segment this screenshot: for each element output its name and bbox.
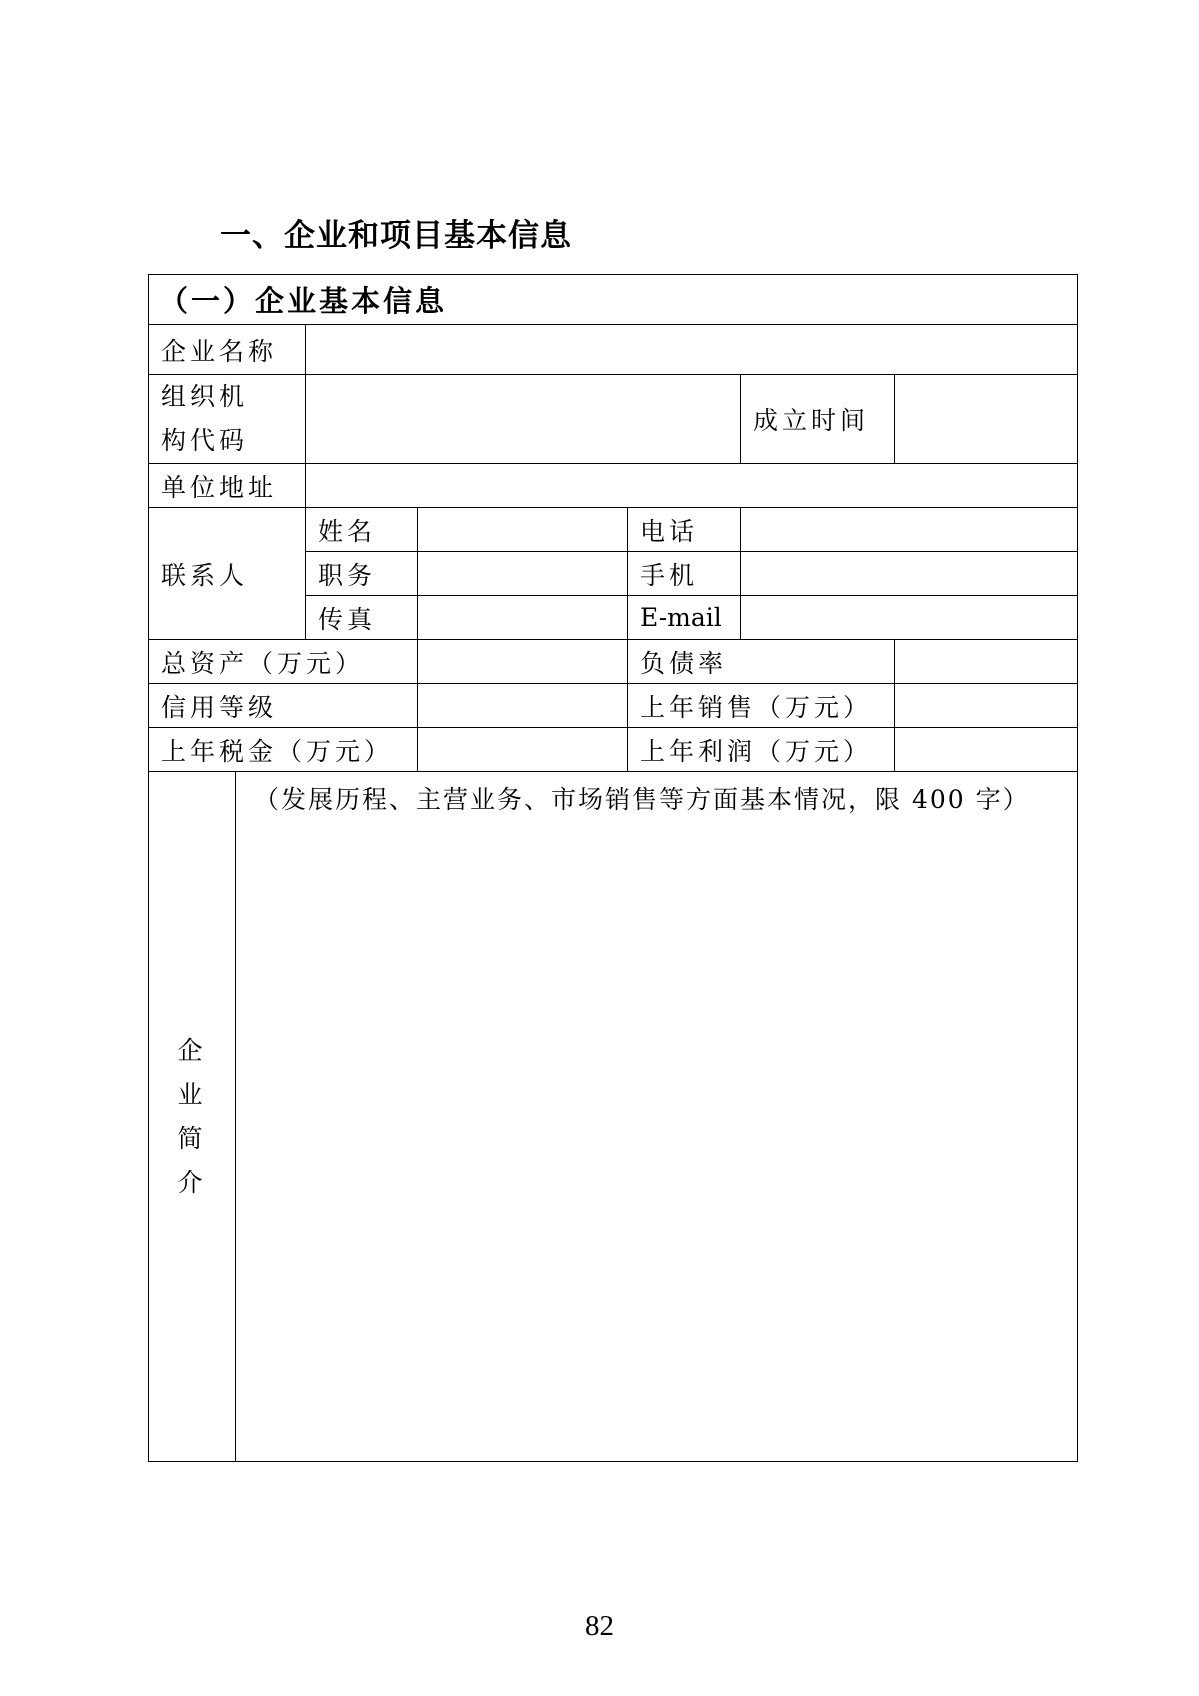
total-assets-field[interactable] (418, 640, 628, 684)
contact-name-label: 姓名 (306, 508, 418, 552)
section-title: （一）企业基本信息 (149, 275, 1078, 325)
company-intro-hint: （发展历程、主营业务、市场销售等方面基本情况，限 400 字） (254, 785, 1030, 814)
page-number: 82 (585, 1610, 614, 1642)
company-intro-label (149, 772, 236, 1462)
address-field[interactable] (306, 464, 1078, 508)
org-code-field[interactable] (306, 375, 741, 464)
email-label: E-mail (628, 596, 741, 640)
contact-label: 联系人 (149, 508, 306, 640)
last-year-sales-field[interactable] (895, 684, 1078, 728)
founded-label: 成立时间 (741, 375, 895, 464)
mobile-field[interactable] (741, 552, 1078, 596)
intro-label-char-2: 业 (177, 1079, 207, 1109)
credit-rating-field[interactable] (418, 684, 628, 728)
mobile-label: 手机 (628, 552, 741, 596)
position-label: 职务 (306, 552, 418, 596)
email-field[interactable] (741, 596, 1078, 640)
org-code-label-line1: 组织机 (161, 382, 249, 411)
intro-label-char-4: 介 (177, 1167, 207, 1197)
company-intro-field[interactable] (236, 772, 1078, 1462)
total-assets-label: 总资产（万元） (149, 640, 418, 684)
founded-field[interactable] (895, 375, 1078, 464)
debt-ratio-field[interactable] (895, 640, 1078, 684)
address-label: 单位地址 (149, 464, 306, 508)
position-field[interactable] (418, 552, 628, 596)
company-name-field[interactable] (306, 325, 1078, 375)
last-year-tax-field[interactable] (418, 728, 628, 772)
phone-label: 电话 (628, 508, 741, 552)
fax-field[interactable] (418, 596, 628, 640)
credit-rating-label: 信用等级 (149, 684, 418, 728)
enterprise-info-table (148, 274, 1078, 1462)
org-code-label (149, 375, 306, 464)
intro-label-char-1: 企 (177, 1035, 207, 1065)
last-year-tax-label: 上年税金（万元） (149, 728, 418, 772)
last-year-sales-label: 上年销售（万元） (628, 684, 895, 728)
phone-field[interactable] (741, 508, 1078, 552)
debt-ratio-label: 负债率 (628, 640, 895, 684)
fax-label: 传真 (306, 596, 418, 640)
contact-name-field[interactable] (418, 508, 628, 552)
intro-label-char-3: 简 (177, 1123, 207, 1153)
company-name-label: 企业名称 (149, 325, 306, 375)
page-heading: 一、企业和项目基本信息 (220, 218, 572, 254)
last-year-profit-label: 上年利润（万元） (628, 728, 895, 772)
last-year-profit-field[interactable] (895, 728, 1078, 772)
org-code-label-line2: 构代码 (161, 426, 249, 455)
